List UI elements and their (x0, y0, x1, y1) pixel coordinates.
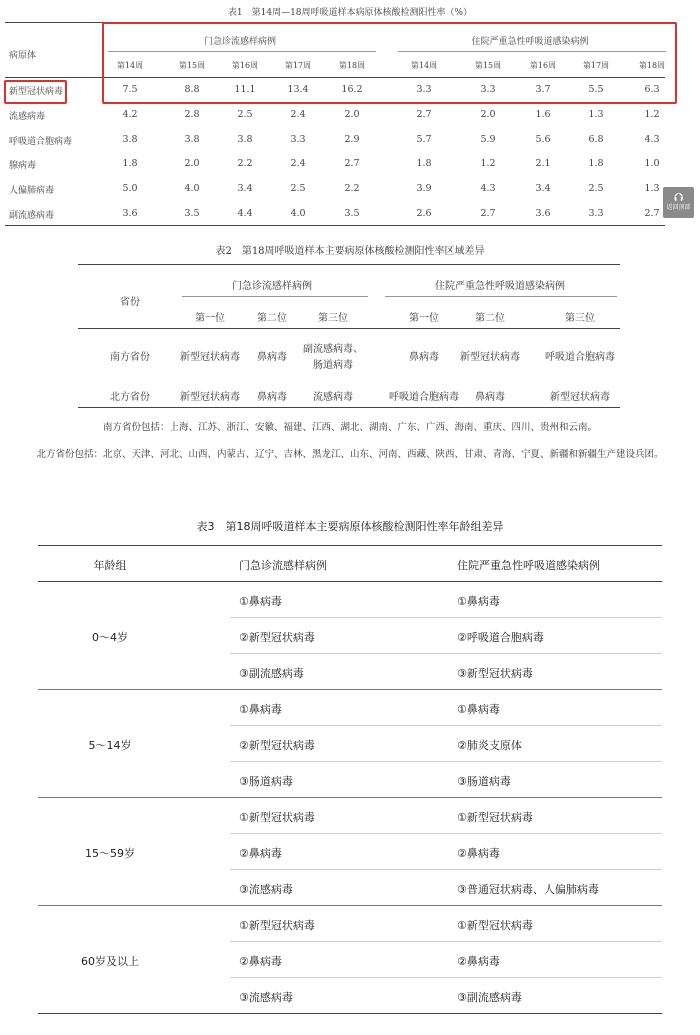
table2-south-out-3-line1: 副流感病毒、 (303, 344, 363, 355)
table1-row-label: 流感病毒 (9, 112, 46, 122)
table1-week-header: 第14周 (116, 61, 144, 70)
table1-week-header: 第16周 (529, 61, 557, 70)
table2-north-out-3: 流感病毒 (313, 392, 353, 403)
table1-week-header: 第17周 (582, 61, 610, 70)
table1-bottom-rule (5, 225, 665, 226)
highlight-box-table1-header (102, 22, 677, 104)
table2-group-outpatient: 门急诊流感样病例 (232, 281, 312, 292)
table3-header-rule (38, 581, 662, 582)
table3-age-group: 0～4岁 (92, 631, 128, 644)
table3-inpatient-item: ①新型冠状病毒 (457, 919, 533, 932)
table2-rank-header: 第三位 (565, 313, 595, 324)
table1-row-label: 人偏肺病毒 (9, 186, 55, 196)
table1-cell: 1.2 (480, 158, 496, 169)
table1-week-header: 第15周 (474, 61, 502, 70)
table2-top-rule (78, 264, 620, 265)
table3-row-rule (230, 833, 662, 834)
table1-cell: 4.3 (480, 183, 496, 194)
table3-row-rule (230, 761, 662, 762)
table1-cell: 1.0 (644, 158, 660, 169)
table1-cell: 2.4 (290, 109, 306, 120)
table1-cell: 3.4 (237, 183, 253, 194)
table2-bottom-rule (78, 407, 620, 408)
table2-south-in-2: 新型冠状病毒 (460, 352, 520, 363)
table1-cell: 2.5 (588, 183, 604, 194)
table1-cell: 3.4 (535, 183, 551, 194)
table1-cell: 3.3 (480, 84, 496, 95)
table3-outpatient-item: ①鼻病毒 (239, 703, 282, 716)
table3-outpatient-item: ②鼻病毒 (239, 847, 282, 860)
table3-caption: 表3 第18周呼吸道样本主要病原体核酸检测阳性率年龄组差异 (196, 520, 504, 533)
table1-cell: 2.0 (480, 109, 496, 120)
table1-cell: 2.8 (184, 109, 200, 120)
table1-row-label: 副流感病毒 (9, 211, 55, 221)
table3-row-rule (230, 941, 662, 942)
table2-south-out-3-line2: 肠道病毒 (313, 360, 353, 371)
table1-cell: 3.5 (344, 208, 360, 219)
table1-cell: 2.0 (184, 158, 200, 169)
table3-group-rule (38, 797, 662, 798)
table1-cell: 2.9 (344, 134, 360, 145)
table2-north-label: 北方省份 (110, 392, 150, 403)
table3-outpatient-item: ③流感病毒 (239, 991, 293, 1004)
table3-inpatient-item: ②呼吸道合胞病毒 (457, 631, 544, 644)
table1-cell: 5.0 (122, 183, 138, 194)
table1-cell: 3.8 (122, 134, 138, 145)
table3-col-age: 年龄组 (93, 559, 127, 572)
table3-inpatient-item: ③副流感病毒 (457, 991, 522, 1004)
table1-cell: 1.6 (535, 109, 551, 120)
table1-cell: 8.8 (184, 84, 200, 95)
table3-outpatient-item: ①鼻病毒 (239, 595, 282, 608)
table2-north-out-2: 鼻病毒 (257, 392, 287, 403)
table1-cell: 16.2 (341, 84, 363, 95)
table1-cell: 11.1 (234, 84, 256, 95)
table1-cell: 3.3 (290, 134, 306, 145)
table3-row-rule (230, 725, 662, 726)
table2-north-in-1: 呼吸道合胞病毒 (389, 392, 459, 403)
table3-outpatient-item: ①新型冠状病毒 (239, 811, 315, 824)
back-to-top-button[interactable] (663, 187, 694, 218)
table2-group-rule-outpatient (182, 296, 368, 297)
table1-cell: 3.8 (184, 134, 200, 145)
table2-caption: 表2 第18周呼吸道样本主要病原体核酸检测阳性率区域差异 (215, 246, 485, 257)
table1-cell: 6.8 (588, 134, 604, 145)
table1-cell: 2.0 (344, 109, 360, 120)
table2-note-south: 南方省份包括：上海、江苏、浙江、安徽、福建、江西、湖北、湖南、广东、广西、海南、重庆、四川、贵州和云南。 (102, 422, 598, 433)
table3-row-rule (230, 653, 662, 654)
table1-week-header: 第18周 (338, 61, 366, 70)
table1-cell: 2.5 (237, 109, 253, 120)
table1-cell: 5.6 (535, 134, 551, 145)
table1-caption: 表1 第14周—18周呼吸道样本病原体核酸检测阳性率（%） (227, 8, 473, 18)
table1-cell: 6.3 (644, 84, 660, 95)
table1-cell: 1.8 (416, 158, 432, 169)
table1-cell: 3.3 (416, 84, 432, 95)
table3-outpatient-item: ②鼻病毒 (239, 955, 282, 968)
table1-group-outpatient: 门急诊流感样病例 (203, 37, 277, 47)
table2-rank-header: 第一位 (195, 313, 225, 324)
table2-south-label: 南方省份 (110, 352, 150, 363)
table1-cell: 4.3 (644, 134, 660, 145)
table2-south-out-1: 新型冠状病毒 (180, 352, 240, 363)
table3-inpatient-item: ③肠道病毒 (457, 775, 511, 788)
table1-cell: 2.7 (644, 208, 660, 219)
table3-inpatient-item: ②肺炎支原体 (457, 739, 522, 752)
table2-north-in-2: 鼻病毒 (475, 392, 505, 403)
table1-cell: 2.5 (290, 183, 306, 194)
table1-week-header: 第18周 (638, 61, 666, 70)
table3-inpatient-item: ①新型冠状病毒 (457, 811, 533, 824)
table1-cell: 2.7 (416, 109, 432, 120)
table2-group-inpatient: 住院严重急性呼吸道感染病例 (435, 281, 565, 292)
table3-row-rule (230, 869, 662, 870)
table1-cell: 3.6 (535, 208, 551, 219)
table3-bottom-rule (38, 1013, 662, 1014)
table1-cell: 1.3 (588, 109, 604, 120)
table1-cell: 1.8 (122, 158, 138, 169)
highlight-box-covid-label (4, 80, 67, 104)
table2-south-in-3: 呼吸道合胞病毒 (545, 352, 615, 363)
table3-outpatient-item: ②新型冠状病毒 (239, 739, 315, 752)
table2-rank-header: 第二位 (475, 313, 505, 324)
table1-cell: 5.7 (416, 134, 432, 145)
table3-inpatient-item: ①鼻病毒 (457, 595, 500, 608)
table2-rank-header: 第三位 (318, 313, 348, 324)
table3-outpatient-item: ②新型冠状病毒 (239, 631, 315, 644)
table1-cell: 4.4 (237, 208, 253, 219)
table1-cell: 2.1 (535, 158, 551, 169)
table3-inpatient-item: ③普通冠状病毒、人偏肺病毒 (457, 883, 599, 896)
table1-cell: 2.7 (344, 158, 360, 169)
table1-cell: 1.2 (644, 109, 660, 120)
table1-week-header: 第15周 (178, 61, 206, 70)
table1-cell: 1.3 (644, 183, 660, 194)
table3-col-inpatient: 住院严重急性呼吸道感染病例 (457, 559, 600, 572)
table1-group-inpatient: 住院严重急性呼吸道感染病例 (471, 37, 589, 47)
table3-outpatient-item: ①新型冠状病毒 (239, 919, 315, 932)
table1-cell: 3.7 (535, 84, 551, 95)
table3-outpatient-item: ③流感病毒 (239, 883, 293, 896)
table1-cell: 5.5 (588, 84, 604, 95)
table1-cell: 4.0 (184, 183, 200, 194)
table1-row-label: 新型冠状病毒 (9, 87, 64, 97)
table1-cell: 2.4 (290, 158, 306, 169)
table3-age-group: 5～14岁 (88, 739, 132, 752)
table3-col-outpatient: 门急诊流感样病例 (239, 559, 327, 572)
table2-south-out-2: 鼻病毒 (257, 352, 287, 363)
table2-rank-header: 第二位 (257, 313, 287, 324)
table1-cell: 4.2 (122, 109, 138, 120)
table3-group-rule (38, 905, 662, 906)
table2-note-north: 北方省份包括：北京、天津、河北、山西、内蒙古、辽宁、吉林、黑龙江、山东、河南、西藏、陕西、甘肃、青海、宁夏、新疆和新疆生产建设兵团。 (36, 449, 664, 460)
table2-south-in-1: 鼻病毒 (409, 352, 439, 363)
table2-north-out-1: 新型冠状病毒 (180, 392, 240, 403)
table1-cell: 13.4 (287, 84, 309, 95)
table1-cell: 3.9 (416, 183, 432, 194)
table2-north-in-3: 新型冠状病毒 (550, 392, 610, 403)
table1-cell: 2.2 (237, 158, 253, 169)
table2-header-rule (78, 328, 620, 329)
table1-cell: 3.6 (122, 208, 138, 219)
table1-week-header: 第17周 (284, 61, 312, 70)
table3-age-group: 15～59岁 (85, 847, 135, 860)
table3-inpatient-item: ②鼻病毒 (457, 847, 500, 860)
table1-week-header: 第14周 (410, 61, 438, 70)
table3-age-group: 60岁及以上 (81, 955, 139, 968)
table1-cell: 4.0 (290, 208, 306, 219)
table2-rank-header: 第一位 (409, 313, 439, 324)
table1-cell: 3.8 (237, 134, 253, 145)
table3-outpatient-item: ③副流感病毒 (239, 667, 304, 680)
table2-province-header: 省份 (120, 297, 140, 308)
table1-cell: 2.6 (416, 208, 432, 219)
table3-inpatient-item: ③新型冠状病毒 (457, 667, 533, 680)
back-to-top-label: 返回顶部 (666, 204, 691, 211)
table3-inpatient-item: ②鼻病毒 (457, 955, 500, 968)
table1-cell: 1.8 (588, 158, 604, 169)
table1-cell: 5.9 (480, 134, 496, 145)
table3-inpatient-item: ①鼻病毒 (457, 703, 500, 716)
table1-cell: 3.3 (588, 208, 604, 219)
arrow-up-icon: ⮉ (673, 190, 684, 204)
table1-cell: 2.2 (344, 183, 360, 194)
table1-row-label: 腺病毒 (9, 161, 37, 171)
table2-group-rule-inpatient (385, 296, 617, 297)
table3-row-rule (230, 617, 662, 618)
table1-row-label: 呼吸道合胞病毒 (9, 137, 73, 147)
table1-week-header: 第16周 (231, 61, 259, 70)
table3-outpatient-item: ③肠道病毒 (239, 775, 293, 788)
table1-cell: 7.5 (122, 84, 138, 95)
table3-top-rule (38, 545, 662, 546)
table1-pathogen-header: 病原体 (9, 51, 37, 61)
table3-row-rule (230, 977, 662, 978)
table3-group-rule (38, 689, 662, 690)
table1-cell: 3.5 (184, 208, 200, 219)
table1-cell: 2.7 (480, 208, 496, 219)
